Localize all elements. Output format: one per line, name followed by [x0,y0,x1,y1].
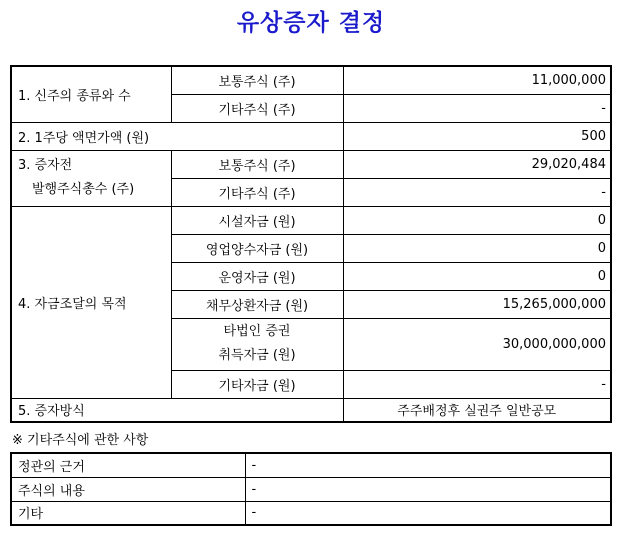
row-label-new-shares: 1. 신주의 종류와 수 [11,66,171,122]
acquisition-funds-label: 영업양수자금 (원) [171,234,343,262]
debt-repayment-value: 15,265,000,000 [343,290,611,318]
row-label-method: 5. 증자방식 [11,398,343,422]
offering-method-value: 주주배정후 실권주 일반공모 [343,398,611,422]
outstanding-label-line2: 발행주식총수 (주) [32,182,135,197]
outstanding-common-value: 29,020,484 [343,150,611,178]
outstanding-other-value: - [343,178,611,206]
row-label-outstanding-shares [11,150,171,206]
table-row [11,150,611,178]
articles-basis-label: 정관의 근거 [11,453,245,477]
etc-value: - [245,501,611,525]
securities-label-line1: 타법인 증권 [223,324,291,339]
acquisition-funds-value: 0 [343,234,611,262]
table-row [11,66,611,94]
other-shares-table [10,452,612,526]
new-common-shares-value: 11,000,000 [343,66,611,94]
operating-funds-label: 운영자금 (원) [171,262,343,290]
articles-basis-value: - [245,453,611,477]
par-value: 500 [343,122,611,150]
share-content-label: 주식의 내용 [11,477,245,501]
other-shares-label: 기타주식 (주) [171,178,343,206]
outstanding-label-line1: 3. 증자전 [18,158,73,173]
page-title: 유상증자 결정 [236,10,386,36]
etc-label: 기타 [11,501,245,525]
row-label-purpose: 4. 자금조달의 목적 [11,206,171,398]
rights-offering-table [10,65,612,423]
securities-label-line2: 취득자금 (원) [218,348,296,363]
other-shares-label: 기타주식 (주) [171,94,343,122]
table-row [11,453,611,477]
table-row [11,398,611,422]
securities-acquisition-label [171,318,343,370]
debt-repayment-label: 채무상환자금 (원) [171,290,343,318]
securities-acquisition-value: 30,000,000,000 [343,318,611,370]
table-row [11,501,611,525]
table-row [11,122,611,150]
common-shares-label: 보통주식 (주) [171,150,343,178]
row-label-par-value: 2. 1주당 액면가액 (원) [11,122,343,150]
common-shares-label: 보통주식 (주) [171,66,343,94]
other-funds-label: 기타자금 (원) [171,370,343,398]
operating-funds-value: 0 [343,262,611,290]
table-row [11,477,611,501]
facility-funds-label: 시설자금 (원) [171,206,343,234]
other-shares-note: ※ 기타주식에 관한 사항 [12,433,149,448]
facility-funds-value: 0 [343,206,611,234]
share-content-value: - [245,477,611,501]
new-other-shares-value: - [343,94,611,122]
table-row [11,206,611,234]
other-funds-value: - [343,370,611,398]
